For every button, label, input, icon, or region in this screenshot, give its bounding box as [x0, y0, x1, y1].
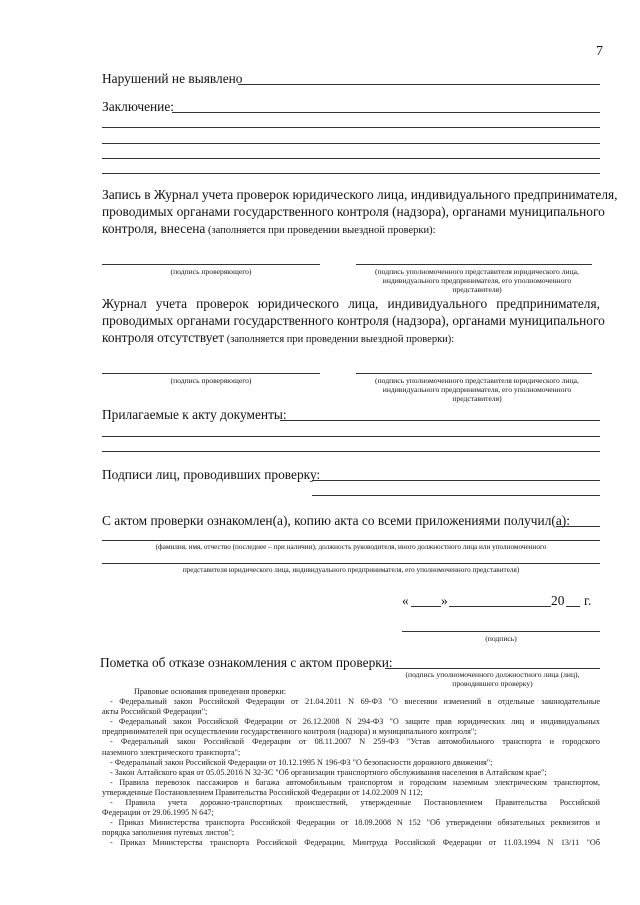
representative-signature-caption-2: [352, 376, 602, 403]
acknowledgement-line-3[interactable]: [102, 563, 600, 564]
caption-line: индивидуального предпринимателя, его уполномоченного: [382, 385, 572, 394]
legal-basis-item: - Приказ Министерства транспорта Российской Федерации от 18.09.2008 N 152 "Об утверждении обязательных реквизитов и: [110, 818, 600, 828]
legal-basis-item: акты Российской Федерации";: [102, 707, 208, 717]
acknowledgement-line-1[interactable]: [556, 526, 600, 527]
caption-line: (подпись уполномоченного представителя юридического лица,: [375, 267, 579, 276]
date-day-field[interactable]: [411, 606, 441, 607]
legal-basis-title: Правовые основания проведения проверки:: [134, 687, 287, 696]
journal-absent-line-2: проводимых органами государственного контроля (надзора), органами муниципального: [102, 313, 605, 328]
refusal-caption: [385, 670, 600, 688]
refusal-label: Пометка об отказе ознакомления с актом проверки:: [100, 655, 393, 670]
caption-line: представителя): [452, 285, 502, 294]
inspector-signature-line-1[interactable]: [102, 264, 320, 265]
inspector-signature-caption-2: (подпись проверяющего): [170, 376, 252, 385]
legal-basis-item: - Федеральный закон Российской Федерации от 26.12.2008 N 294-ФЗ "О защите прав юридических лиц и индивидуальных: [110, 717, 600, 727]
acknowledgement-line-2[interactable]: [102, 540, 600, 541]
legal-basis-item: - Правила учета дорожно-транспортных происшествий, утвержденные Постановлением Правительства Российской: [110, 798, 600, 808]
caption-line: представителя): [452, 394, 502, 403]
date-month-field[interactable]: [449, 606, 551, 607]
signature-line[interactable]: [402, 631, 600, 632]
attached-documents-line-2[interactable]: [102, 436, 600, 437]
violations-label: Нарушений не выявлено: [102, 71, 243, 86]
journal-absent-note: (заполняется при проведении выездной проверки):: [224, 334, 455, 345]
attached-documents-label: Прилагаемые к акту документы:: [102, 407, 287, 422]
journal-entry-line-3: [102, 221, 436, 239]
attached-documents-line-3[interactable]: [102, 451, 600, 452]
date-year-suffix: г.: [584, 593, 592, 608]
legal-basis-item: утвержденные Постановлением Правительства Российской Федерации от 14.02.2009 N 112;: [102, 787, 423, 797]
journal-entry-main: контроля, внесена: [102, 221, 206, 236]
conclusion-line-5[interactable]: [102, 173, 600, 174]
legal-basis-item: - Федеральный закон Российской Федерации от 21.04.2011 N 69-ФЗ "О внесении изменений в отдельные законодательные: [110, 697, 600, 707]
caption-line: (подпись уполномоченного должностного лица (лиц),: [405, 670, 580, 679]
legal-basis-item: предпринимателей при осуществлении государственного контроля (надзора) и муниципального контроля";: [102, 727, 477, 737]
legal-basis-item: Федерации от 29.06.1995 N 647;: [102, 808, 214, 818]
caption-line: индивидуального предпринимателя, его уполномоченного: [382, 276, 572, 285]
conclusion-line-2[interactable]: [102, 127, 600, 128]
journal-entry-line-1: Запись в Журнал учета проверок юридического лица, индивидуального предпринимателя,: [102, 187, 618, 202]
legal-basis-item: - Правила перевозок пассажиров и багажа автомобильным транспортом и городским наземным электрическим транспортом,: [110, 777, 600, 787]
legal-basis-item: - Федеральный закон Российской Федерации от 10.12.1995 N 196-ФЗ "О безопасности дорожного движения";: [110, 757, 493, 767]
journal-absent-line-3: [102, 330, 454, 348]
acknowledgement-label: С актом проверки ознакомлен(а), копию акта со всеми приложениями получил(а):: [102, 513, 570, 528]
caption-line: проводившего проверку): [452, 679, 533, 688]
violations-line[interactable]: [238, 84, 600, 85]
signature-caption: (подпись): [485, 634, 517, 643]
journal-absent-main: контроля отсутствует: [102, 330, 225, 345]
attached-documents-line-1[interactable]: [280, 420, 600, 421]
refusal-line[interactable]: [385, 668, 600, 669]
acknowledgement-caption-2: представителя юридического лица, индивидуального предпринимателя, его уполномоченного представителя): [182, 566, 520, 574]
caption-line: (подпись уполномоченного представителя юридического лица,: [375, 376, 579, 385]
inspectors-signatures-label: Подписи лиц, проводивших проверку:: [102, 467, 321, 482]
journal-entry-note: (заполняется при проведении выездной проверки):: [205, 225, 436, 236]
conclusion-line-4[interactable]: [102, 158, 600, 159]
conclusion-line-1[interactable]: [172, 112, 600, 113]
journal-entry-line-2: проводимых органами государственного контроля (надзора), органами муниципального: [102, 204, 605, 219]
conclusion-label: Заключение:: [102, 99, 175, 114]
journal-absent-line-1: Журнал учета проверок юридического лица, индивидуального предпринимателя,: [102, 296, 600, 311]
inspectors-signatures-line-2[interactable]: [312, 495, 600, 496]
representative-signature-caption-1: [352, 267, 602, 294]
conclusion-line-3[interactable]: [102, 143, 600, 144]
acknowledgement-caption-1: (фамилия, имя, отчество (последнее – при наличии), должность руководителя, иного должностного лица или уполномоченного: [155, 543, 547, 551]
legal-basis-item: - Приказ Министерства транспорта Российской Федерации, Минтруда Российской Федерации от 11.03.1994 N 13/11 "Об: [110, 838, 600, 848]
legal-basis-item: порядка заполнения путевых листов";: [102, 828, 235, 838]
date-close-quote: »: [441, 593, 448, 608]
date-open-quote: «: [402, 593, 409, 608]
legal-basis-item: - Федеральный закон Российской Федерации от 08.11.2007 N 259-ФЗ "Устав автомобильного транспорта и городского: [110, 737, 600, 747]
inspector-signature-caption-1: (подпись проверяющего): [170, 267, 252, 276]
date-year-prefix: 20: [551, 593, 565, 608]
legal-basis-list: [102, 687, 600, 849]
legal-basis-item: наземного электрического транспорта";: [102, 747, 241, 757]
representative-signature-line-1[interactable]: [356, 264, 592, 265]
page-number: 7: [596, 44, 603, 59]
date-year-field[interactable]: [566, 606, 580, 607]
representative-signature-line-2[interactable]: [356, 373, 592, 374]
legal-basis-item: - Закон Алтайского края от 05.05.2016 N 32-ЗС "Об организации транспортного обслуживания населения в Алтайском крае";: [110, 767, 547, 777]
inspectors-signatures-line-1[interactable]: [312, 480, 600, 481]
inspector-signature-line-2[interactable]: [102, 373, 320, 374]
